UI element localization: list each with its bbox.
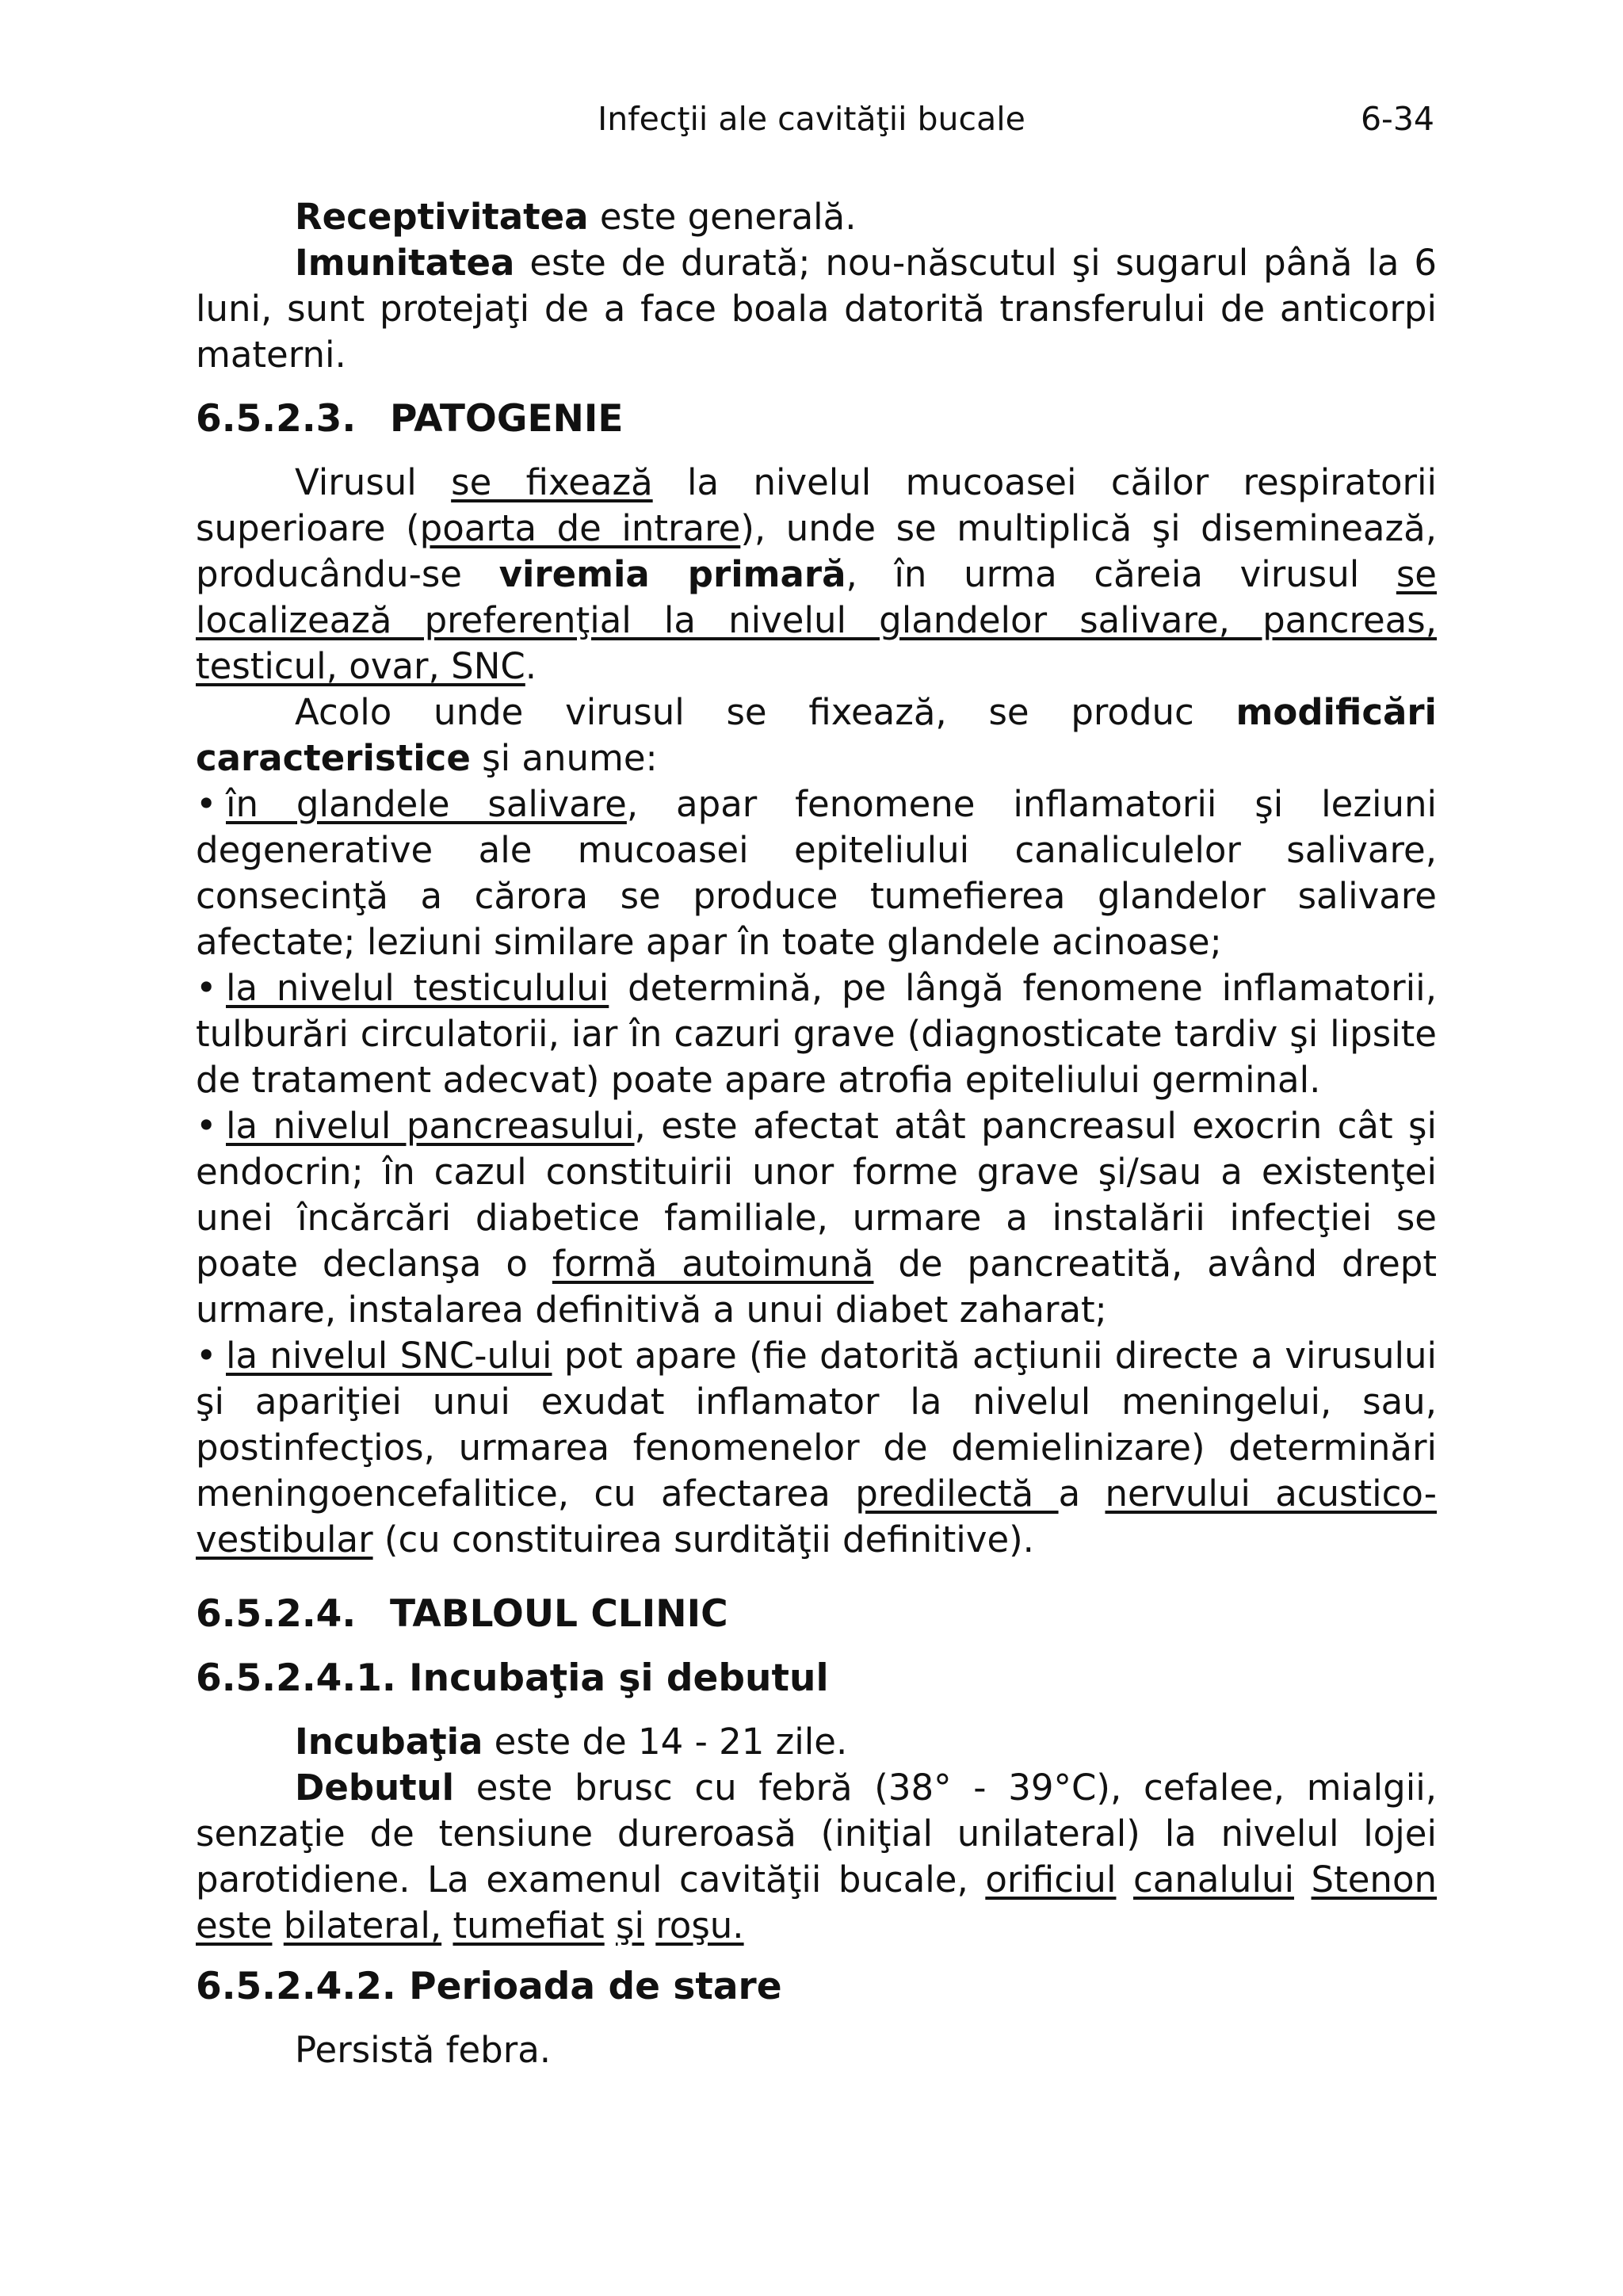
imunitate-paragraph: Imunitatea este de durată; nou-născutul şi sugarul până la 6 luni, sunt protejaţi de a face boala datorită transferului de anticorpi materni.	[196, 242, 1437, 376]
bullet-item-testicul: • la nivelul testiculului determină, pe lângă fenomene inflamatorii, tulburări circulatorii, iar în cazuri grave (diagnosticate tardiv şi lipsite de tratament adecvat) poate apare atrofia epiteliului germinal.	[196, 967, 1437, 1101]
receptivitate-term: Receptivitatea	[295, 196, 589, 238]
subsection-number: 6.5.2.4.2.	[196, 1965, 396, 2008]
receptivitate-paragraph: Receptivitatea este generală.	[295, 196, 857, 238]
section-number: 6.5.2.3.	[196, 397, 357, 441]
stare-paragraph: Persistă febra.	[295, 2029, 552, 2071]
patogenie-paragraph-1: Virusul se fixează la nivelul mucoasei căilor respiratorii superioare (poarta de intrare), unde se multiplică şi diseminează, producându-se viremia primară, în urma căreia virusul se localizează preferenţial la nivelul glandelor salivare, pancreas, testicul, ovar, SNC.	[196, 461, 1438, 687]
subsection-title: Incubaţia şi debutul	[395, 1656, 829, 1700]
subsection-number: 6.5.2.4.1.	[196, 1656, 396, 1700]
patogenie-paragraph-2: Acolo unde virusul se fixează, se produc modificări caracteristice şi anume:	[196, 691, 1437, 779]
bullet-icon: •	[196, 1105, 217, 1147]
incubatie-body	[196, 1719, 1437, 1949]
page-number: 6-34	[1360, 100, 1434, 138]
intro-block	[196, 194, 1437, 378]
section-heading-patogenie	[196, 396, 1437, 442]
patogenie-body	[196, 460, 1437, 1563]
section-title: PATOGENIE	[390, 397, 624, 441]
incubatie-paragraph: Incubaţia este de 14 - 21 zile.	[295, 1721, 848, 1763]
running-header-title: Infecţii ale cavităţii bucale	[598, 100, 1025, 138]
subsection-title: Perioada de stare	[395, 1965, 782, 2008]
section-title: TABLOUL CLINIC	[390, 1592, 728, 1636]
subsection-heading-perioada-stare	[196, 1964, 1437, 2010]
bullet-icon: •	[196, 1335, 217, 1377]
debut-paragraph: Debutul este brusc cu febră (38° - 39°C), cefalee, mialgii, senzaţie de tensiune dureroasă (iniţial unilateral) la nivelul lojei parotidiene. La examenul cavităţii bucale, orificiul canalului Stenon este bilateral, tumefiat şi roşu.	[196, 1767, 1437, 1946]
subsection-heading-incubatie	[196, 1656, 1437, 1702]
section-heading-tablou-clinic	[196, 1591, 1437, 1637]
bullet-item-pancreas: • la nivelul pancreasului, este afectat atât pancreasul exocrin cât şi endocrin; în cazul constituirii unor forme grave şi/sau a existenţei unei încărcări diabetice familiale, urmare a instalării infecţiei se poate declanşa o formă autoimună de pancreatită, având drept urmare, instalarea definitivă a unui diabet zaharat;	[196, 1105, 1438, 1331]
bullet-icon: •	[196, 783, 217, 825]
bullet-item-snc: • la nivelul SNC-ului pot apare (fie datorită acţiunii directe a virusului şi apariţiei unui exudat inflamator la nivelul meningelui, sau, postinfecţios, urmarea fenomenelor de demielinizare) determinări meningoencefalitice, cu afectarea predilectă a nervului acustico-vestibular (cu constituirea surdităţii definitive).	[196, 1335, 1437, 1561]
stare-body	[196, 2027, 1437, 2073]
section-number: 6.5.2.4.	[196, 1592, 357, 1636]
bullet-icon: •	[196, 967, 217, 1009]
bullet-item-glande-salivare: • în glandele salivare, apar fenomene inflamatorii şi leziuni degenerative ale mucoasei epiteliului canaliculelor salivare, consecinţă a cărora se produce tumefierea glandelor salivare afectate; leziuni similare apar în toate glandele acinoase;	[196, 783, 1438, 963]
imunitate-term: Imunitatea	[295, 242, 515, 284]
